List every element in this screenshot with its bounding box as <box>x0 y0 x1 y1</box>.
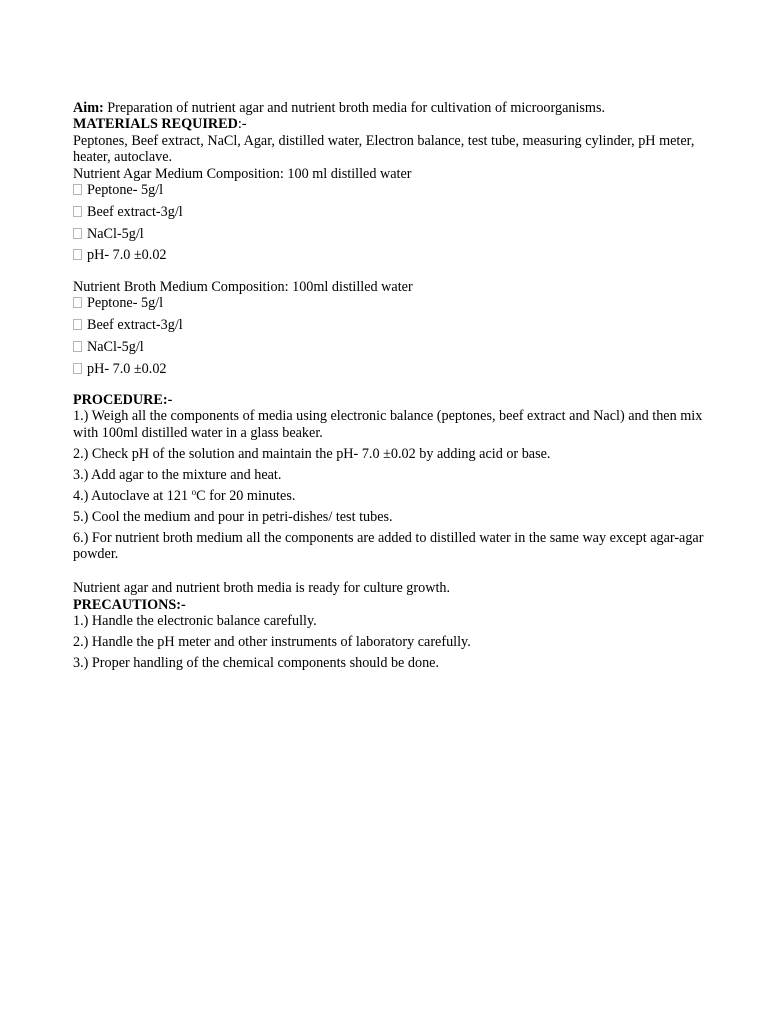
broth-item-beef-extract: Beef extract-3g/l <box>87 317 183 334</box>
broth-item-ph: pH- 7.0 ±0.02 <box>87 360 167 377</box>
materials-heading-suffix: :- <box>237 116 247 133</box>
precautions-list <box>73 613 715 671</box>
list-item <box>73 317 715 333</box>
precaution-item: 2.) Handle the pH meter and other instruments of laboratory carefully. <box>73 634 471 651</box>
broth-medium-title: Nutrient Broth Medium Composition: 100ml distilled water <box>73 278 413 295</box>
bullet-icon <box>73 184 82 195</box>
precautions-heading: PRECAUTIONS:- <box>73 596 186 613</box>
broth-item-peptone: Peptone- 5g/l <box>87 295 164 312</box>
agar-item-peptone: Peptone- 5g/l <box>87 182 164 199</box>
precaution-item: 3.) Proper handling of the chemical components should be done. <box>73 655 440 672</box>
procedure-step-4 <box>73 488 715 504</box>
bullet-icon <box>73 249 82 260</box>
procedure-step-4-unit: C for 20 minutes. <box>196 487 296 504</box>
procedure-step-3: 3.) Add agar to the mixture and heat. <box>73 466 282 483</box>
agar-item-nacl: NaCl-5g/l <box>87 225 144 242</box>
list-item <box>73 295 715 311</box>
list-item <box>73 247 715 263</box>
procedure-step-1: 1.) Weigh all the components of media using electronic balance (peptones, beef extract and Nacl) and then mix with 100ml distilled water in a glass beaker. <box>73 408 703 441</box>
broth-medium-list <box>73 295 715 377</box>
materials-heading: MATERIALS REQUIRED <box>73 116 238 133</box>
bullet-icon <box>73 363 82 374</box>
agar-medium-title: Nutrient Agar Medium Composition: 100 ml distilled water <box>73 165 412 182</box>
materials-heading-line <box>73 116 715 132</box>
procedure-step-6: 6.) For nutrient broth medium all the components are added to distilled water in the same way except agar-agar powder. <box>73 529 704 563</box>
aim-label: Aim: <box>73 100 104 116</box>
procedure-heading: PROCEDURE:- <box>73 392 173 409</box>
list-item <box>73 182 715 198</box>
bullet-icon <box>73 319 82 330</box>
bullet-icon <box>73 206 82 217</box>
broth-item-nacl: NaCl-5g/l <box>87 338 144 355</box>
bullet-icon <box>73 297 82 308</box>
bullet-icon <box>73 341 82 352</box>
agar-item-ph: pH- 7.0 ±0.02 <box>87 247 167 264</box>
procedure-list <box>73 408 715 562</box>
materials-text: Peptones, Beef extract, NaCl, Agar, distilled water, Electron balance, test tube, measuring cylinder, pH meter, heater, autoclave. <box>73 132 695 166</box>
agar-medium-list <box>73 182 715 264</box>
list-item <box>73 361 715 377</box>
aim-line <box>73 100 715 116</box>
ready-text: Nutrient agar and nutrient broth media is ready for culture growth. <box>73 580 451 597</box>
list-item <box>73 226 715 242</box>
procedure-step-2: 2.) Check pH of the solution and maintain the pH- 7.0 ±0.02 by adding acid or base. <box>73 445 551 462</box>
agar-item-beef-extract: Beef extract-3g/l <box>87 203 183 220</box>
procedure-step-5: 5.) Cool the medium and pour in petri-dishes/ test tubes. <box>73 508 393 525</box>
procedure-step-4-text: 4.) Autoclave at 121 <box>73 487 192 504</box>
document-page <box>73 100 715 676</box>
degree-symbol: o <box>191 486 197 497</box>
list-item <box>73 204 715 220</box>
precaution-item: 1.) Handle the electronic balance carefully. <box>73 613 317 630</box>
aim-text: Preparation of nutrient agar and nutrient broth media for cultivation of microorganisms. <box>103 100 606 116</box>
list-item <box>73 339 715 355</box>
bullet-icon <box>73 228 82 239</box>
